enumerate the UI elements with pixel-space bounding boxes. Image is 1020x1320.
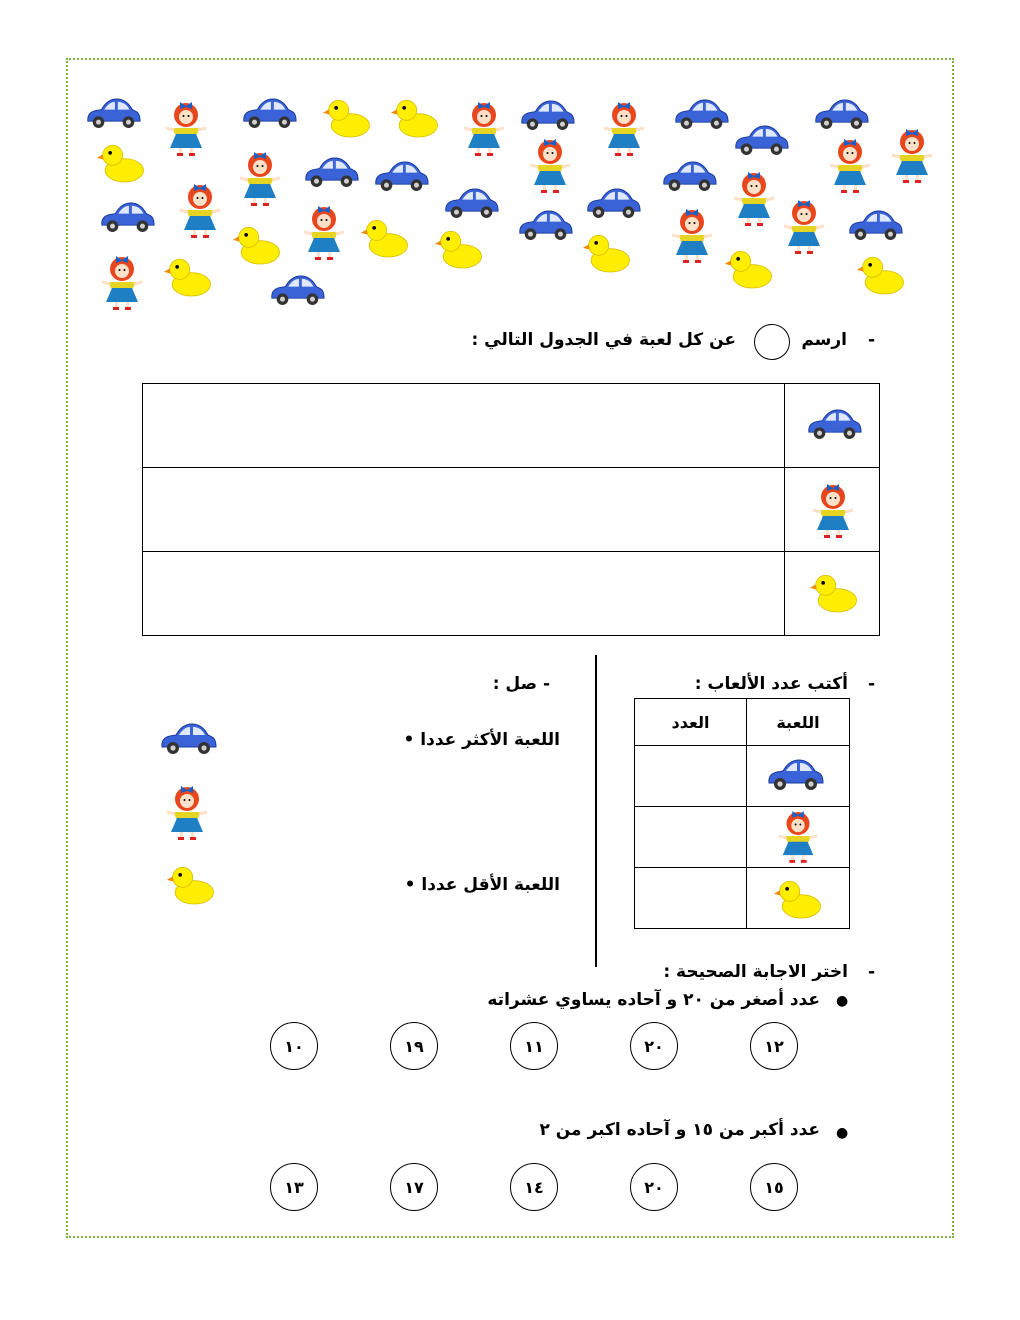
doll-icon [730, 168, 778, 228]
doll-icon [809, 480, 857, 540]
blue-car-icon [846, 207, 904, 242]
table-row [635, 807, 850, 868]
yellow-duck-icon [856, 252, 906, 296]
blue-car-icon[interactable] [158, 720, 218, 756]
q2-option[interactable]: ٢٠ [630, 1163, 678, 1211]
toy-cell [785, 468, 880, 552]
yellow-duck-icon [390, 95, 440, 139]
q1-option[interactable]: ١١ [510, 1022, 558, 1070]
yellow-duck-icon [360, 215, 410, 259]
q2-option[interactable]: ١٤ [510, 1163, 558, 1211]
q2-option[interactable]: ١٧ [390, 1163, 438, 1211]
blue-car-icon [812, 96, 870, 131]
drawing-cell-duck[interactable] [143, 552, 785, 636]
yellow-duck-icon [322, 95, 372, 139]
section1-dash: - [868, 330, 876, 350]
yellow-duck-icon [434, 226, 484, 270]
blue-car-icon [765, 756, 825, 792]
count-input-car[interactable] [635, 746, 747, 807]
doll-icon [600, 98, 648, 158]
yellow-duck-icon [773, 876, 823, 920]
yellow-duck-icon [232, 222, 282, 266]
yellow-duck-icon [582, 230, 632, 274]
yellow-duck-icon [96, 140, 146, 184]
section3-title: - صل : [492, 674, 550, 694]
toy-cell [747, 746, 850, 807]
blue-car-icon [584, 185, 642, 220]
match-least[interactable]: اللعبة الأقل عددا • [404, 875, 560, 895]
q1-option[interactable]: ١٠ [270, 1022, 318, 1070]
table-row [635, 746, 850, 807]
table-row [143, 468, 880, 552]
q1-option[interactable]: ٢٠ [630, 1022, 678, 1070]
doll-icon [300, 202, 348, 262]
blue-car-icon [672, 96, 730, 131]
q2-option[interactable]: ١٥ [750, 1163, 798, 1211]
q1-option[interactable]: ١٩ [390, 1022, 438, 1070]
toy-cell [747, 807, 850, 868]
drawing-cell-doll[interactable] [143, 468, 785, 552]
table-header-row [635, 699, 850, 746]
doll-icon [176, 180, 224, 240]
table-row [635, 868, 850, 929]
count-table [634, 698, 850, 929]
doll-icon [460, 98, 508, 158]
q1-bullet: ● [836, 993, 849, 1009]
blue-car-icon [516, 207, 574, 242]
toy-cell [785, 552, 880, 636]
doll-icon [162, 98, 210, 158]
count-input-duck[interactable] [635, 868, 747, 929]
section1-word-draw: ارسم [801, 330, 847, 350]
q1-text: عدد أصغر من ٢٠ و آحاده يساوي عشراته [487, 990, 820, 1010]
q2-bullet: ● [836, 1125, 849, 1141]
doll-icon [526, 135, 574, 195]
vertical-divider [595, 655, 597, 967]
blue-car-icon [442, 185, 500, 220]
blue-car-icon [660, 158, 718, 193]
circle-shape [754, 324, 790, 360]
doll-icon [236, 148, 284, 208]
doll-icon [98, 252, 146, 312]
yellow-duck-icon [724, 246, 774, 290]
q2-text: عدد أكبر من ١٥ و آحاده اكبر من ٢ [539, 1120, 820, 1140]
doll-icon [668, 205, 716, 265]
doll-icon [780, 196, 828, 256]
toy-cell [747, 868, 850, 929]
toy-cell [785, 384, 880, 468]
section1-instruction: عن كل لعبة في الجدول التالي : [471, 330, 736, 350]
match-most[interactable]: اللعبة الأكثر عددا • [403, 730, 560, 750]
header-toy: اللعبة [747, 699, 850, 746]
doll-icon [826, 135, 874, 195]
table-row [143, 552, 880, 636]
section4-dash: - [868, 962, 876, 982]
q1-option[interactable]: ١٢ [750, 1022, 798, 1070]
blue-car-icon [302, 154, 360, 189]
count-input-doll[interactable] [635, 807, 747, 868]
table-row [143, 384, 880, 468]
yellow-duck-icon[interactable] [166, 862, 216, 906]
doll-icon[interactable] [163, 782, 211, 842]
header-count: العدد [635, 699, 747, 746]
yellow-duck-icon [163, 254, 213, 298]
blue-car-icon [518, 97, 576, 132]
blue-car-icon [98, 199, 156, 234]
blue-car-icon [268, 272, 326, 307]
drawing-table [142, 383, 880, 636]
blue-car-icon [372, 158, 430, 193]
drawing-cell-car[interactable] [143, 384, 785, 468]
blue-car-icon [805, 406, 863, 441]
yellow-duck-icon [809, 570, 859, 614]
q2-option[interactable]: ١٣ [270, 1163, 318, 1211]
section4-title: اختر الاجابة الصحيحة : [663, 962, 848, 982]
doll-icon [775, 807, 821, 865]
section2-dash: - [868, 674, 876, 694]
blue-car-icon [732, 122, 790, 157]
section2-title: أكتب عدد الألعاب : [694, 674, 848, 694]
blue-car-icon [84, 95, 142, 130]
doll-icon [888, 125, 936, 185]
blue-car-icon [240, 95, 298, 130]
